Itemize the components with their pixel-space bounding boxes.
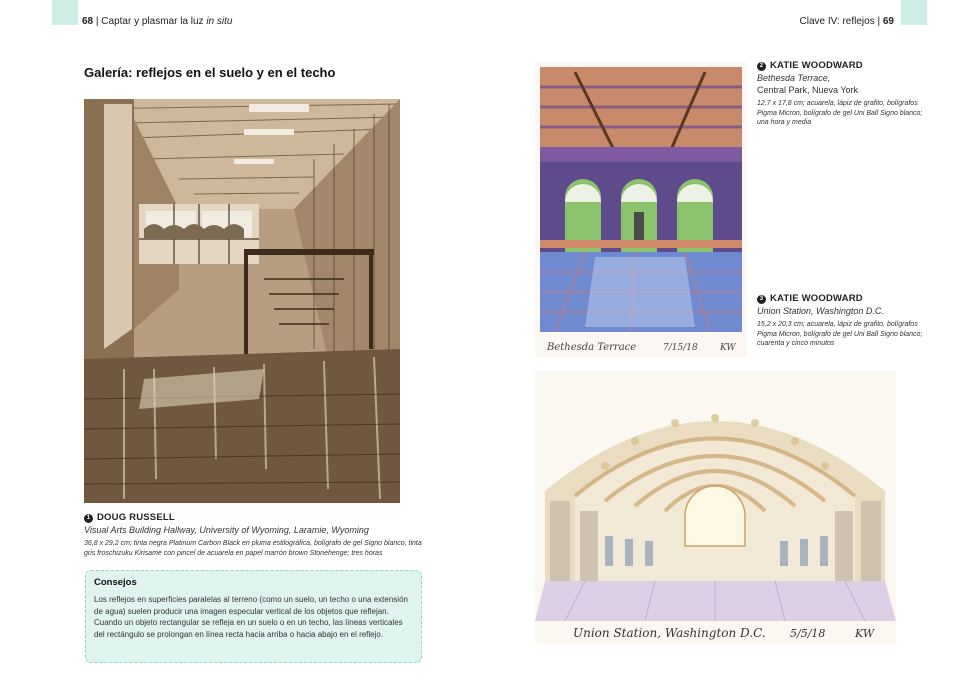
credit-3-work: Union Station, Washington D.C. — [757, 306, 884, 316]
bethesda-caption-date: 7/15/18 — [663, 343, 698, 353]
credit-2-artist-name: KATIE WOODWARD — [770, 60, 863, 71]
right-section-sub: reflejos | — [839, 16, 881, 27]
credit-3-number: 3 — [757, 295, 766, 304]
bethesda-caption-signature: KW — [720, 343, 736, 353]
credit-1-artist — [84, 512, 424, 524]
credit-1-artist-name: DOUG RUSSELL — [97, 512, 175, 523]
page-tab-right — [901, 0, 927, 25]
credit-2-artist — [757, 60, 927, 72]
page-tab-left — [52, 0, 78, 25]
gallery-title: Galería: reflejos en el suelo y en el techo — [84, 65, 336, 80]
right-section-title: Clave IV: — [799, 16, 840, 27]
credit-3-artist-name: KATIE WOODWARD — [770, 293, 863, 304]
credit-katie-woodward-2 — [757, 293, 927, 349]
tips-box — [85, 570, 422, 663]
credit-doug-russell — [84, 512, 424, 558]
artwork-union-station — [535, 371, 896, 644]
credit-2-work-line2: Central Park, Nueva York — [757, 85, 859, 95]
credit-1-number: 1 — [84, 514, 93, 523]
running-head-left — [82, 16, 232, 27]
union-caption-signature: KW — [855, 627, 875, 640]
credit-2-number: 2 — [757, 62, 766, 71]
tips-body: Los reflejos en superficies paralelas al terreno (como un suelo, un techo o una extensión de agua) suelen producir una imagen especular vertical de los objetos que reflejan. Cuando un objeto rectangular se refleja en un suelo o en un techo, las líneas verticales del rectángulo se prolongan en línea recta hacia arriba o hacia abajo en el reflejo. — [94, 595, 408, 639]
left-page-number: 68 — [82, 16, 94, 27]
artwork-hallway-drawing — [84, 99, 400, 503]
credit-2-work-line1: Bethesda Terrace, — [757, 73, 831, 83]
running-head-right — [800, 16, 895, 27]
credit-1-spec: 36,8 x 29,2 cm; tinta negra Platinum Carbon Black en pluma estilográfica, bolígrafo de gel Signo blanco, tinta gris froschizuku Kirisame con pincel de acuarela en papel marrón brown Stonehenge; tres horas — [84, 540, 422, 557]
right-page-number: 69 — [882, 16, 894, 27]
credit-katie-woodward-1 — [757, 60, 927, 128]
credit-3-artist — [757, 293, 927, 305]
left-chapter-title-italic: in situ — [206, 16, 233, 27]
left-chapter-title: | Captar y plasmar la luz — [95, 16, 207, 27]
credit-1-work: Visual Arts Building Hallway, University of Wyoming, Laramie, Wyoming — [84, 525, 369, 535]
artwork-bethesda-terrace — [535, 62, 747, 357]
credit-3-spec: 15,2 x 20,3 cm; acuarela, lápiz de grafito, bolígrafos Pigma Micron, bolígrafo de gel Uni Ball Signo blanco; cuarenta y cinco minutos — [757, 321, 923, 347]
credit-2-spec: 12,7 x 17,8 cm; acuarela, lápiz de grafito, bolígrafos Pigma Micron, bolígrafo de gel Uni Ball Signo blanco; una hora y media — [757, 100, 923, 126]
union-caption-date: 5/5/18 — [790, 627, 826, 640]
union-caption-title: Union Station, Washington D.C. — [573, 626, 766, 640]
bethesda-caption-title: Bethesda Terrace — [547, 342, 637, 353]
tips-title: Consejos — [94, 577, 137, 588]
